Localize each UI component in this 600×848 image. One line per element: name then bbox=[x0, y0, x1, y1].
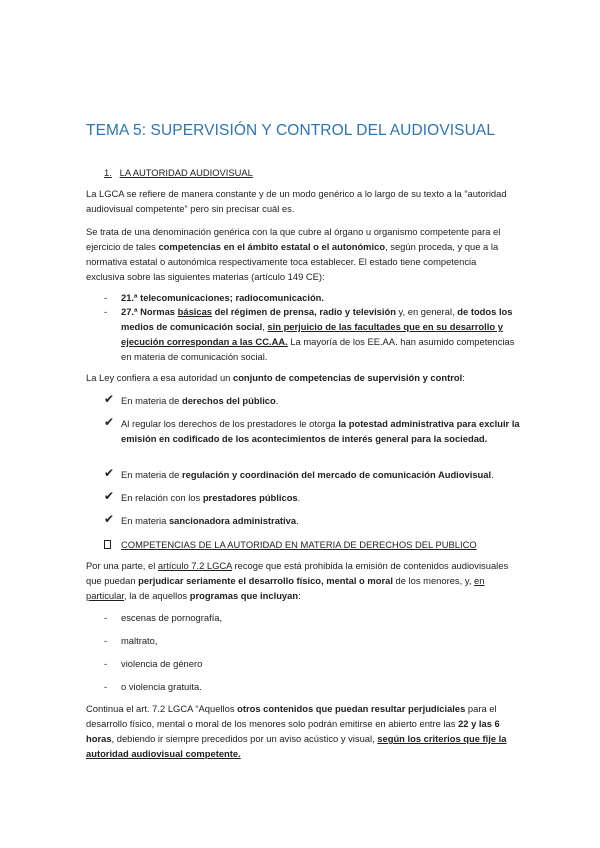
paragraph-4: Por una parte, el artículo 7.2 LGCA recoge que está prohibida la emisión de contenidos audiovisuales que puedan perjudicar seriamente el desarrollo físico, mental o moral de los menores, y, en particular, la de aquellos programas que incluyan: bbox=[86, 560, 509, 601]
paragraph-5: Continua el art. 7.2 LGCA “Aquellos otros contenidos que puedan resultar perjudiciales para el desarrollo físico, mental o moral de los menores solo podrán emitirse en abierto entre las 22 y las 6 horas, debiendo ir siempre precedidos por un aviso acústico y visual, según los criterios que fije la autoridad audiovisual competente. bbox=[86, 703, 507, 759]
section-label: COMPETENCIAS DE LA AUTORIDAD EN MATERIA DE DERECHOS DEL PUBLICO bbox=[121, 539, 477, 550]
checkmark-icon: ✔ bbox=[104, 512, 115, 526]
checkmark-icon: ✔ bbox=[104, 392, 115, 406]
checkmark-icon: ✔ bbox=[104, 466, 115, 480]
section-label: LA AUTORIDAD AUDIOVISUAL bbox=[119, 167, 253, 178]
section-heading-2 bbox=[121, 537, 477, 552]
section-heading-1 bbox=[104, 165, 253, 180]
section-number: 1. bbox=[104, 167, 112, 178]
paragraph-3: La Ley confiera a esa autoridad un conjunto de competencias de supervisión y control: bbox=[86, 372, 465, 383]
paragraph-1: La LGCA se refiere de manera constante y de un modo genérico a lo largo de su texto a la “autoridad audiovisual competente” pero sin precisar cuál es. bbox=[86, 188, 507, 214]
paragraph-2: Se trata de una denominación genérica con la que cubre al órgano u organismo competente para el ejercicio de tales competencias en el ámbito estatal o el autonómico, según proceda, y que a la normativa estatal o autonómica respectivamente toca establecer. El estado tiene competencia exclusiva sobre las siguientes materias (artículo 149 CE): bbox=[86, 226, 501, 282]
document-page: TEMA 5: SUPERVISIÓN Y CONTROL DEL AUDIOVISUAL 1. LA AUTORIDAD AUDIOVISUAL La LGCA se refiere de manera constante y de un modo genérico a lo largo de su texto a la “autoridad audiovisual competente” pero sin precisar cuál es. Se trata de una denominación genérica con la que cubre al órgano u organismo competente para el ejercicio de tales competencias en el ámbito estatal o el autonómico, según proceda, y que a la normativa estatal o autonómica respectivamente toca establecer. El estado tiene competencia exclusiva sobre las siguientes materias (artículo 149 CE): - 21.ª telecomunicaciones; radiocomunicación. - 27.ª Normas básicas del régimen de prensa, radio y televisión y, en general, de todos los medios de comunicación social, sin perjuicio de las facultades que en su desarrollo y ejecución correspondan a las CC.AA. La mayoría de los EE.AA. han asumido competencias en materia de comunicación social. La Ley confiera a esa autoridad un conjunto de competencias de supervisión y control: ✔ En materia de derechos del público. ✔ Al regular los derechos de los prestadores le otorga la potestad administrativa para excluir la emisión en codificado de los acontecimientos de interés general para la sociedad. ✔ En materia de regulación y coordinación del mercado de comunicación Audiovisual. ✔ En relación con los prestadores públicos. ✔ En materia sancionadora administrativa. COMPETENCIAS DE LA AUTORIDAD EN MATERIA DE DERECHOS DEL PUBLICO Por una parte, el artículo 7.2 LGCA recoge que está prohibida la emisión de contenidos audiovisuales que puedan perjudicar seriamente el desarrollo físico, mental o moral de los menores, y, en particular, la de aquellos programas que incluyan: - escenas de pornografía, - maltrato, - violencia de género - o violencia gratuita. Continua el art. 7.2 LGCA “Aquellos otros contenidos que puedan resultar perjudiciales para el desarrollo físico, mental o moral de los menores solo podrán emitirse en abierto entre las 22 y las 6 horas, debiendo ir siempre precedidos por un aviso acústico y visual, según los criterios que fije la autoridad audiovisual competente. bbox=[86, 122, 520, 759]
square-bullet-icon bbox=[104, 540, 111, 549]
page-title: TEMA 5: SUPERVISIÓN Y CONTROL DEL AUDIOVISUAL bbox=[86, 122, 496, 139]
checkmark-icon: ✔ bbox=[104, 489, 115, 503]
checkmark-icon: ✔ bbox=[104, 415, 115, 429]
